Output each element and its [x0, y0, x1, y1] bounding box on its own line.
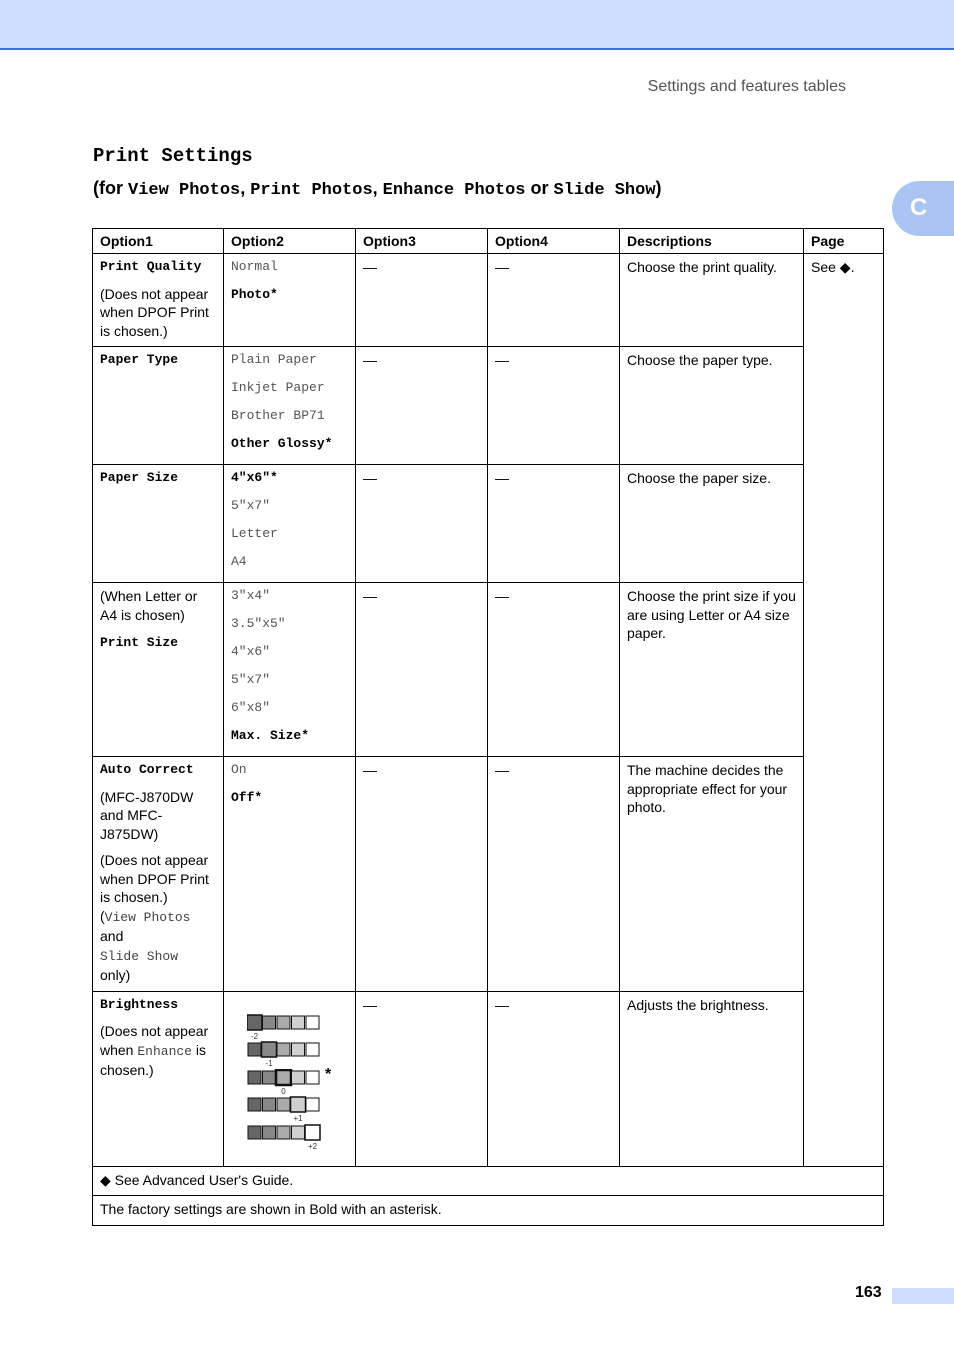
- option-values: [231, 253, 349, 309]
- brightness-cell: [277, 1016, 290, 1029]
- option-note: (When Letter or A4 is chosen): [100, 588, 198, 623]
- cell-option1: [93, 254, 224, 347]
- dash: —: [495, 259, 509, 275]
- header-option3: Option3: [356, 229, 488, 254]
- brightness-cell: [263, 1126, 276, 1139]
- cell-option3: [356, 465, 488, 583]
- subtitle-item-slide-show: Slide Show: [553, 181, 656, 200]
- page-title: Print Settings: [93, 145, 253, 167]
- list-item: 6"x8": [231, 700, 271, 715]
- list-item: 4"x6": [231, 644, 271, 659]
- list-item: Other Glossy*: [231, 436, 333, 451]
- list-item: 4"x6"*: [231, 470, 278, 485]
- list-item: Inkjet Paper: [231, 380, 325, 395]
- cell-option4: [488, 757, 620, 992]
- dash: —: [495, 352, 509, 368]
- table-footnote-row: [93, 1166, 884, 1196]
- subtitle-sep: ,: [372, 178, 383, 198]
- table-row-paper-size: [93, 465, 884, 583]
- cell-description: Adjusts the brightness.: [620, 991, 804, 1166]
- option-note-modes: [100, 907, 217, 985]
- dash: —: [363, 470, 377, 486]
- top-banner: [0, 0, 954, 50]
- brightness-cell: [248, 1098, 261, 1111]
- footnote-advanced-guide: ◆ See Advanced User's Guide.: [93, 1166, 884, 1196]
- section-header: Settings and features tables: [647, 78, 846, 95]
- brightness-cell: [263, 1016, 276, 1029]
- cell-option1: [93, 347, 224, 465]
- note-text: and: [100, 928, 124, 944]
- default-asterisk: *: [325, 1065, 332, 1083]
- brightness-cell: [248, 1071, 261, 1084]
- page-number: 163: [855, 1284, 882, 1301]
- table-header-row: [93, 229, 884, 254]
- cell-option4: [488, 465, 620, 583]
- chapter-tab: [892, 181, 954, 236]
- brightness-cell: [292, 1126, 305, 1139]
- brightness-level-2: [247, 1041, 349, 1069]
- list-item: Max. Size*: [231, 728, 310, 743]
- brightness-cell: [306, 1016, 319, 1029]
- option-note: [100, 1022, 217, 1080]
- option-models: (MFC-J870DW and MFC-J875DW): [100, 788, 194, 842]
- brightness-scale-icon: [247, 1069, 323, 1096]
- brightness-cell-selected: [291, 1097, 306, 1112]
- option-note: (Does not appear when DPOF Print is chosen.): [100, 285, 209, 339]
- page-number-bar: [892, 1288, 954, 1304]
- brightness-cell: [292, 1071, 305, 1084]
- cell-option2: [224, 347, 356, 465]
- cell-option1: [93, 991, 224, 1166]
- list-item: Off*: [231, 790, 263, 805]
- cell-option3: [356, 254, 488, 347]
- cell-description: Choose the paper type.: [620, 347, 804, 465]
- page-subtitle: [93, 178, 662, 200]
- cell-option3: [356, 583, 488, 757]
- note-text: only): [100, 967, 131, 983]
- list-item: 5"x7": [231, 672, 271, 687]
- dash: —: [363, 259, 377, 275]
- brightness-level-label: 0: [281, 1086, 286, 1096]
- dash: —: [363, 352, 377, 368]
- brightness-scale-icon: [247, 1041, 323, 1068]
- cell-page: [804, 254, 884, 1167]
- option-name: Print Size: [100, 635, 179, 650]
- option-values: [231, 756, 349, 812]
- subtitle-or: or: [525, 178, 554, 198]
- brightness-level-4: [247, 1096, 349, 1124]
- settings-table: [92, 228, 884, 1226]
- option-values: [231, 346, 349, 458]
- cell-option4: [488, 583, 620, 757]
- table-row-brightness: [93, 991, 884, 1166]
- cell-option2: [224, 757, 356, 992]
- brightness-level-label: +1: [293, 1114, 303, 1123]
- brightness-cell: [263, 1098, 276, 1111]
- cell-description: Choose the print size if you are using Letter or A4 size paper.: [620, 583, 804, 757]
- option-values: [231, 464, 349, 576]
- cell-description: Choose the print quality.: [620, 254, 804, 347]
- list-item: On: [231, 762, 247, 777]
- note-mode-enhance: Enhance: [137, 1043, 192, 1059]
- cell-option1: [93, 583, 224, 757]
- option-name: Paper Size: [100, 470, 179, 485]
- option-name: Brightness: [100, 996, 179, 1012]
- list-item: Letter: [231, 526, 278, 541]
- cell-option3: [356, 347, 488, 465]
- brightness-level-5: [247, 1124, 349, 1152]
- brightness-level-1: [247, 1014, 349, 1042]
- cell-option2: [224, 465, 356, 583]
- table-footnote-row: [93, 1196, 884, 1226]
- subtitle-item-enhance-photos: Enhance Photos: [382, 181, 526, 200]
- note-text: is chosen.): [100, 1041, 206, 1078]
- brightness-cell: [277, 1126, 290, 1139]
- list-item: Photo*: [231, 287, 278, 302]
- page-reference: See ◆.: [811, 259, 855, 275]
- table-row-print-quality: [93, 254, 884, 347]
- brightness-scale-icon: [247, 1014, 323, 1041]
- brightness-cell: [306, 1098, 319, 1111]
- header-option4: Option4: [488, 229, 620, 254]
- dash: —: [495, 588, 509, 604]
- list-item: Normal: [231, 259, 278, 274]
- cell-option4: [488, 254, 620, 347]
- dash: —: [363, 996, 377, 1013]
- subtitle-prefix: (for: [93, 178, 128, 198]
- dash: —: [363, 762, 377, 778]
- brightness-scale-icon: [247, 1096, 323, 1123]
- brightness-cell: [248, 1126, 261, 1139]
- cell-option2: [224, 583, 356, 757]
- cell-option4: [488, 347, 620, 465]
- footnote-factory-settings: The factory settings are shown in Bold with an asterisk.: [93, 1196, 884, 1226]
- note-text: (Does not appear when: [100, 1023, 209, 1058]
- list-item: 3"x4": [231, 588, 271, 603]
- note-mode-slide-show: Slide Show: [100, 948, 179, 964]
- table-row-paper-type: [93, 347, 884, 465]
- brightness-scale-icon: [247, 1124, 323, 1151]
- option-note: (Does not appear when DPOF Print is chosen.): [100, 852, 209, 905]
- note-mode-view-photos: View Photos: [104, 909, 191, 925]
- brightness-cell: [306, 1071, 319, 1084]
- dash: —: [363, 588, 377, 604]
- brightness-level-label: -2: [250, 1031, 259, 1041]
- list-item: 3.5"x5": [231, 616, 286, 631]
- list-item: Plain Paper: [231, 352, 317, 367]
- brightness-cell-selected: [276, 1070, 291, 1085]
- dash: —: [495, 762, 509, 778]
- brightness-cell-selected: [247, 1015, 262, 1030]
- cell-option3: [356, 757, 488, 992]
- header-page: Page: [804, 229, 884, 254]
- cell-option3: [356, 991, 488, 1166]
- option-name: Paper Type: [100, 352, 179, 367]
- header-descriptions: Descriptions: [620, 229, 804, 254]
- option-name: Print Quality: [100, 259, 202, 274]
- table-row-print-size: [93, 583, 884, 757]
- brightness-cell: [292, 1043, 305, 1056]
- header-option2: Option2: [224, 229, 356, 254]
- header-option1: Option1: [93, 229, 224, 254]
- option-values: [231, 582, 349, 750]
- dash: —: [495, 996, 509, 1013]
- cell-option2: [224, 991, 356, 1166]
- cell-option4: [488, 991, 620, 1166]
- cell-option1: [93, 465, 224, 583]
- subtitle-sep: ,: [240, 178, 251, 198]
- brightness-cell: [292, 1016, 305, 1029]
- dash: —: [495, 470, 509, 486]
- brightness-cell-selected: [305, 1125, 320, 1140]
- brightness-cell: [277, 1098, 290, 1111]
- brightness-cell: [263, 1071, 276, 1084]
- subtitle-item-print-photos: Print Photos: [250, 181, 373, 200]
- brightness-cell-selected: [262, 1042, 277, 1057]
- list-item: 5"x7": [231, 498, 271, 513]
- option-name: Auto Correct: [100, 762, 194, 777]
- brightness-level-label: -1: [265, 1059, 273, 1068]
- cell-option1: [93, 757, 224, 992]
- subtitle-suffix: ): [655, 178, 662, 198]
- brightness-level-3: [247, 1065, 349, 1097]
- list-item: Brother BP71: [231, 408, 325, 423]
- brightness-level-label: +2: [307, 1141, 318, 1151]
- cell-description: Choose the paper size.: [620, 465, 804, 583]
- brightness-cell: [277, 1043, 290, 1056]
- cell-option2: [224, 254, 356, 347]
- brightness-cell: [306, 1043, 319, 1056]
- note-text: (: [100, 907, 105, 924]
- chapter-tab-letter: C: [910, 194, 928, 221]
- table-row-auto-correct: [93, 757, 884, 992]
- subtitle-item-view-photos: View Photos: [128, 181, 241, 200]
- brightness-cell: [248, 1043, 261, 1056]
- list-item: A4: [231, 554, 247, 569]
- brightness-levels: [247, 1014, 349, 1152]
- cell-description: The machine decides the appropriate effect for your photo.: [620, 757, 804, 992]
